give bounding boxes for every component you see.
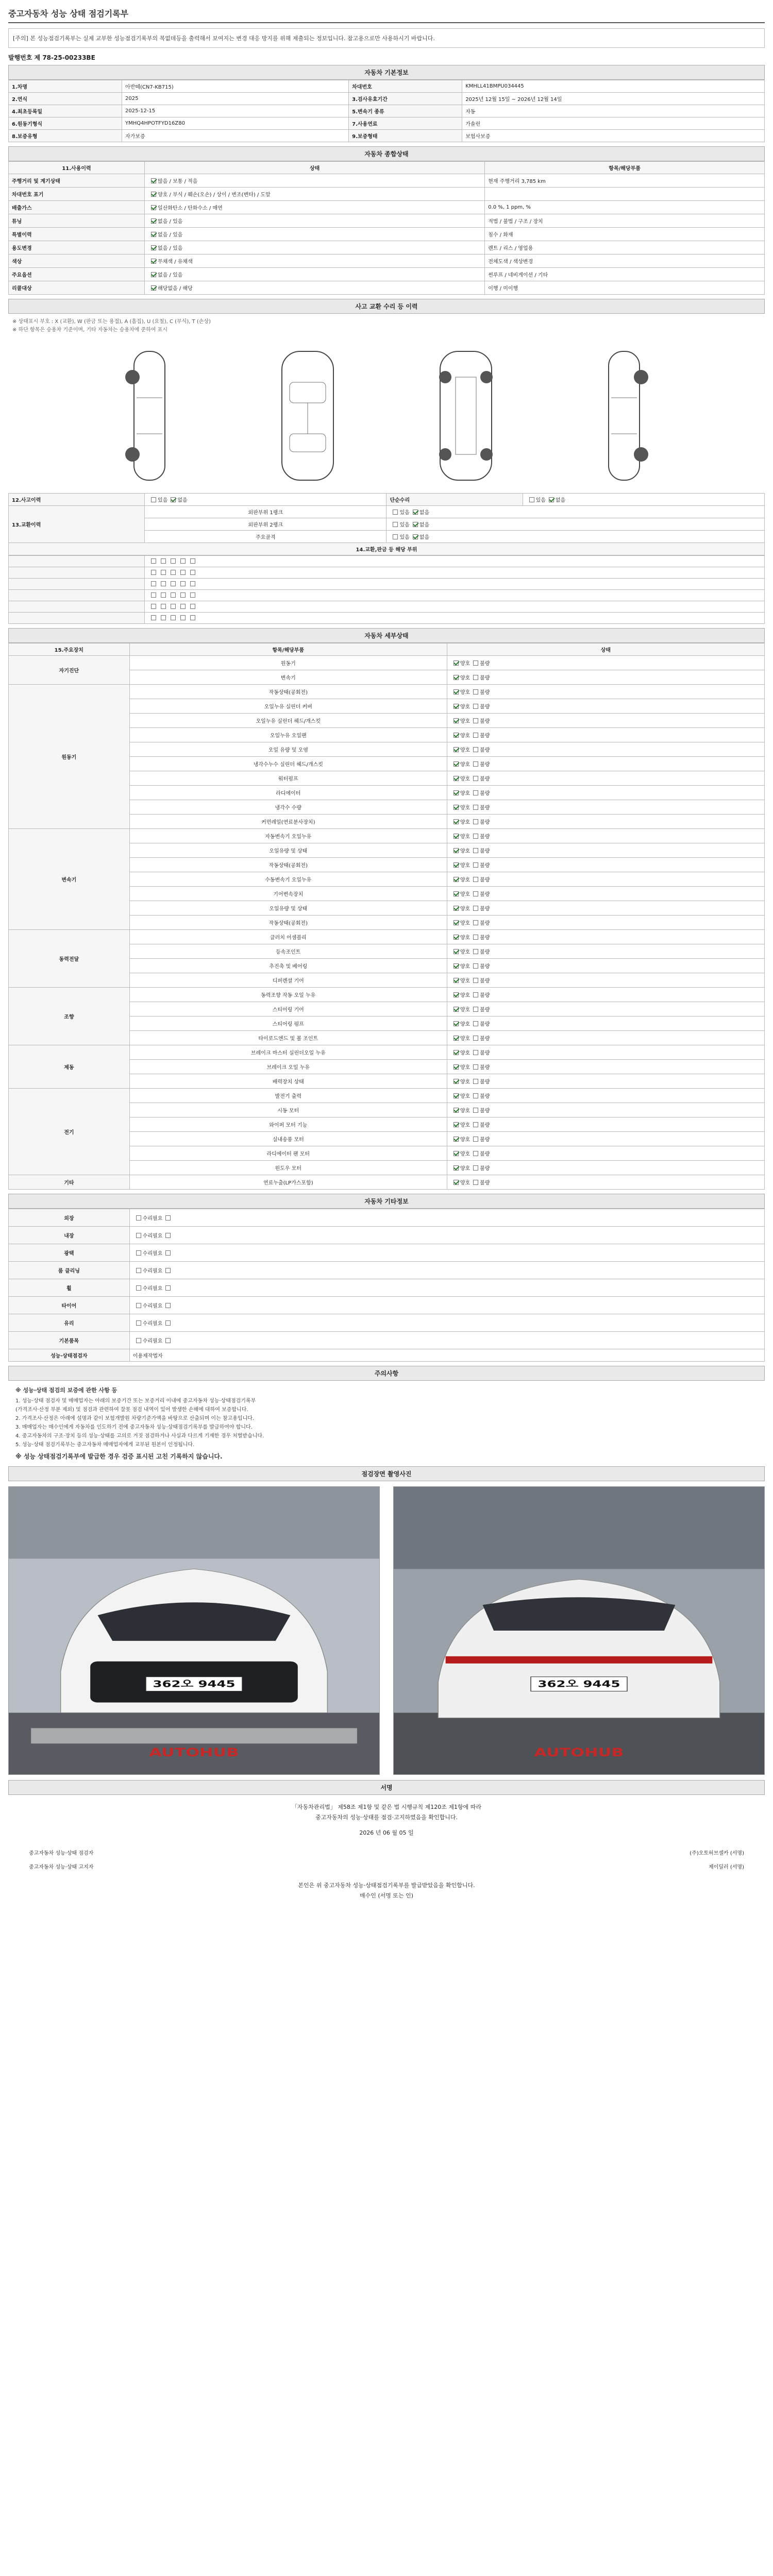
damage-history-header: 사고 교환 수리 등 이력 <box>8 299 765 314</box>
general-note: 이행 / 미이행 <box>485 281 765 295</box>
simple-repair-value: 없음 <box>555 498 566 503</box>
general-note <box>485 188 765 201</box>
basic-value: 2025년 12월 15일 ~ 2026년 12월 14일 <box>462 93 765 105</box>
detail-item: 배력장치 상태 <box>129 1074 447 1089</box>
detail-status: 양호 불량 <box>447 1060 764 1074</box>
detail-item: 원동기 <box>129 656 447 670</box>
basic-value: KMHLL41BMPU034445 <box>462 80 765 93</box>
detail-item: 작동상태(공회전) <box>129 858 447 872</box>
damage-row-label: 주요골격 <box>145 531 386 543</box>
parts-title: 14.교환,판금 등 해당 부위 <box>9 543 765 555</box>
basic-value: 2025 <box>122 93 349 105</box>
general-state: 일산화탄소 / 탄화수소 / 매연 <box>145 201 485 214</box>
basic-row <box>9 130 765 142</box>
detail-status: 양호 불량 <box>447 757 764 771</box>
detail-item: 등속조인트 <box>129 944 447 959</box>
detail-status: 양호 불량 <box>447 1016 764 1031</box>
basic-label: 3.검사유효기간 <box>349 93 462 105</box>
note-line: 4. 중고자동차의 구조·장치 등의 성능·상태를 고의로 거짓 점검하거나 사실과 다르게 기재한 경우 처벌받습니다. <box>15 1433 264 1439</box>
general-state: 없음 / 있음 <box>145 228 485 241</box>
detail-state-header: 자동차 세부상태 <box>8 628 765 643</box>
other-key: 룸 클리닝 <box>9 1262 130 1279</box>
detail-status: 양호 불량 <box>447 1031 764 1045</box>
detail-status: 양호 불량 <box>447 930 764 944</box>
detail-item: 오일유량 및 상태 <box>129 901 447 916</box>
photos-header: 점검장면 촬영사진 <box>8 1466 765 1481</box>
detail-group: 자기진단 <box>9 656 130 685</box>
general-key: 차대번호 표기 <box>9 188 145 201</box>
detail-item: 오일누유 실린더 커버 <box>129 699 447 714</box>
front-brand: AUTOHUB <box>149 1746 239 1759</box>
detail-status: 양호 불량 <box>447 1103 764 1117</box>
detail-item: 라디에이터 팬 모터 <box>129 1146 447 1161</box>
basic-label: 4.최초등록일 <box>9 105 122 117</box>
detail-status: 양호 불량 <box>447 728 764 742</box>
note-line: 1. 성능·상태 점검자 및 매매업자는 아래의 보증기간 또는 보증거리 이내에 중고자동차 성능·상태점검기록부 <box>15 1398 256 1404</box>
basic-value: YMHQ4HPOTFYD16Z80 <box>122 117 349 130</box>
detail-status: 양호 불량 <box>447 973 764 988</box>
general-state: 없음 / 있음 <box>145 214 485 228</box>
general-note: 침수 / 화재 <box>485 228 765 241</box>
general-state: 없음 / 있음 <box>145 268 485 281</box>
basic-value: 가솔린 <box>462 117 765 130</box>
detail-item: 타이로드엔드 및 볼 조인트 <box>129 1031 447 1045</box>
car-top-view-icon <box>264 346 351 485</box>
basic-row <box>9 93 765 105</box>
basic-label: 1.차명 <box>9 80 122 93</box>
general-row <box>9 214 765 228</box>
detail-item: 시동 모터 <box>129 1103 447 1117</box>
car-diagrams <box>8 338 765 493</box>
detail-item: 작동상태(공회전) <box>129 916 447 930</box>
general-row <box>9 201 765 214</box>
detail-row <box>9 1045 765 1060</box>
general-state: 없음 / 있음 <box>145 241 485 255</box>
general-state-table <box>8 161 765 295</box>
other-row: 타이어 수리필요 <box>9 1297 765 1314</box>
general-note: 전체도색 / 색상변경 <box>485 255 765 268</box>
basic-value: 2025-12-15 <box>122 105 349 117</box>
detail-item: 라디에이터 <box>129 786 447 800</box>
rear-plate: 362오 9445 <box>537 1679 620 1690</box>
detail-group: 원동기 <box>9 685 130 829</box>
other-key: 기본품목 <box>9 1332 130 1349</box>
general-key: 주행거리 및 계기상태 <box>9 174 145 188</box>
detail-status: 양호 불량 <box>447 670 764 685</box>
general-state: 해당없음 / 해당 <box>145 281 485 295</box>
general-row <box>9 255 765 268</box>
detail-item: 실내송풍 모터 <box>129 1132 447 1146</box>
car-left-view-icon <box>106 346 193 485</box>
other-row: 기본품목 수리필요 <box>9 1332 765 1349</box>
general-row <box>9 281 765 295</box>
detail-item: 변속기 <box>129 670 447 685</box>
basic-value: 보험사보증 <box>462 130 765 142</box>
detail-status: 양호 불량 <box>447 887 764 901</box>
rear-brand: AUTOHUB <box>534 1746 624 1759</box>
detail-status: 양호 불량 <box>447 714 764 728</box>
car-right-view-icon <box>580 346 668 485</box>
other-row: 내장 수리필요 <box>9 1227 765 1244</box>
general-state-header: 자동차 종합상태 <box>8 146 765 161</box>
other-info-table <box>8 1209 765 1362</box>
signature-header: 서명 <box>8 1780 765 1795</box>
state-inspector-label: 성능·상태점검자 <box>9 1349 130 1362</box>
accident-table: 12.사고이력 있음 없음 단순수리 있음 없음 13.교환이력 외판부위 1랭크 있음 없음 외판부위 2랭크 있음 없음 주요골격 있음 없음 14.교환,판금 등 해당 부위 <box>8 493 765 555</box>
detail-status: 양호 불량 <box>447 800 764 815</box>
detail-status: 양호 불량 <box>447 944 764 959</box>
detail-item: 연료누출(LP가스포함) <box>129 1175 447 1190</box>
detail-item: 오일누유 실린더 헤드/개스킷 <box>129 714 447 728</box>
basic-label: 5.변속기 종류 <box>349 105 462 117</box>
detail-col-header: 상태 <box>447 643 764 656</box>
detail-status: 양호 불량 <box>447 1002 764 1016</box>
detail-status: 양호 불량 <box>447 656 764 670</box>
detail-item: 동력조향 작동 오일 누유 <box>129 988 447 1002</box>
damage-row-label: 외판부위 2랭크 <box>145 518 386 531</box>
detail-status: 양호 불량 <box>447 699 764 714</box>
detail-group: 제동 <box>9 1045 130 1089</box>
parts-table <box>8 555 765 624</box>
signature-body: 「자동차관리법」 제58조 제1항 및 같은 법 시행규칙 제120조 제1항에 따라 중고자동차의 성능·상태를 점검·고지하였음을 확인합니다. 2026 년 06 월 05 일 <box>8 1795 765 1845</box>
detail-item: 클러치 어셈블리 <box>129 930 447 944</box>
page: 중고자동차 성능 상태 점검기록부 [주의] 본 성능점검기록부는 실제 교부한 성능점검기록부의 복없데등을 출력해서 보여지는 변경 대응 방지를 위해 제출되는 정보입니다. 참고용으로만 사용하시기 바랍니다. 발행번호 제 78-25-00233BE 자동차 기본정보 1.차명 아반떼(CN7-KB715) 차대번호 KMHLL41BMPU034445 2.연식 2025 3.검사유효기간 2025년 12월 15일 ~ 2026년 12월 14일 4.최초등록일 2025-12-15 5.변속기 종류 자동 6.원동기형식 YMHQ4HPOTFYD16Z80 7.사용연료 가솔린 8.보증유형 자가보증 9.보증형태 보험사보증 자동차 종합상태 11.사용이력 상태 항목/해당부품 주행거리 및 계기상태 많음 / 보통 / 적음 현재 주행거리 3,785 km 차대번호 표기 양호 / 부식 / 훼손(오손) / 상이 / 변조(변타) / 도말 배출가스 일산화탄소 / 탄화수소 / 매연 0.0 %, 1 ppm, % 튜닝 없음 / 있음 적법 / 불법 / 구조 / 장치 특별이력 없음 / 있음 침수 / 화재 용도변경 없음 / 있음 렌트 / 리스 / 영업용 색상 무채색 / 유채색 전체도색 / 색상변경 주요옵션 없음 / 있음 썬루프 / 네비게이션 / 기타 리콜대상 해당없음 / 해당 이행 / 미이행 사고 교환 수리 등 이력 ※ 상태표시 부호 : X (교환), W (판금 또는 용접), A (흠집), U (요철), C (부식), T (손상) ※ 하단 항목은 승용차 기준이며, 기타 자동차는 승용차에 준하여 표시 12.사고이력 있음 없음 단순수리 있음 없음 13.교환이력 외판부위 1랭크 있음 없음 외판부위 2랭크 있음 없음 주요골격 있음 없음 14.교환,판금 등 해당 부위 자동차 세부상태 15.주요장치 항목/해당부품 상태 자기진단 원동기 양호 불량 변속기 양호 불량 원동기 작동상태(공회전) 양호 불량 오일누유 실린더 커버 양호 불량 오일누유 실린더 헤드/개스킷 양호 불량 오일누유 오일팬 양호 불량 오일 유량 및 오염 양호 불량 냉각수누수 실린더 헤드/개스킷 양호 불량 워터펌프 양호 불량 라디에이터 양호 불량 냉각수 수량 양호 불량 커먼레일(연료분사장치) 양호 불량 변속기 자동변속기 오일누유 양호 불량 오일유량 및 상태 양호 불량 작동상태(공회전) 양호 불량 수동변속기 오일누유 양호 불량 기어변속장치 양호 불량 오일유량 및 상태 양호 불량 작동상태(공회전) 양호 불량 동력전달 클러치 어셈블리 양호 불량 등속조인트 양호 불량 추진축 및 베어링 양호 불량 디퍼렌셜 기어 양호 불량 조향 동력조향 작동 오일 누유 양호 불량 스티어링 기어 양호 불량 스티어링 펌프 양호 불량 타이로드엔드 및 볼 조인트 양호 불량 제동 브레이크 마스터 실린더오일 누유 양호 불량 브레이크 오일 누유 양호 불량 배력장치 상태 양호 불량 전기 발전기 출력 양호 불량 시동 모터 양호 불량 와이퍼 모터 기능 양호 불량 실내송풍 모터 양호 불량 라디에이터 팬 모터 양호 불량 윈도우 모터 양호 불량 기타 연료누출(LP가스포함) 양호 불량 자동차 기타정보 외장 수리필요 내장 수리필요 광택 수리필요 룸 클리닝 수리필요 휠 수리필요 타이어 수리필요 유리 수리필요 기본품목 수리필요 성능·상태점검자 이용제작법자 주의사항 ※ 성능·상태 점검의 보증에 관한 사항 등 1. 성능·상태 점검자 및 매매업자는 아래의 보증기간 또는 보증거리 이내에 중고자동차 성능·상태점검기록부 (가격조사·산정 부분 제외) 및 점검과 관련하여 잘못 점검 내역이 있어 발생한 손해에 대하여 보증합니다. 2. 가격조사·산정은 아래에 설명과 같이 보험개발원 차량기준가액을 바탕으로 산출되며 이는 참고용입니다. 3. 매매업자는 매수인에게 자동차를 인도하기 전에 중고자동차 성능·상태점검기록부를 발급하여야 합니다. 4. 중고자동차의 구조·장치 등의 성능·상태를 고의로 거짓 점검하거나 사실과 다르게 기재한 경우 처벌받습니다. 5. 성능·상태 점검기록부는 중고자동차 매매업자에게 교부된 원본이 인정됩니다. ※ 성능 상태점검기록부에 발급한 경우 검증 표시된 고친 기록하지 않습니다. 점검장면 촬영사진 362오 9445 AUTOHUB 362오 9445 AUTOHUB 서명 「자동차관리법」 제58조 제1항 및 같은 법 시행규칙 제120조 제1항에 따라 중고자동차의 성능·상태를 점검·고지하였음을 확인합니다. 2026 년 06 월 05 일 중고자동차 성능·상태 점검자 (주)오토허브셀카 (서명) 중고자동차 성능·상태 고지자 제이딜러 (서명) 본인은 위 중고자동차 성능·상태점검기록부를 발급받았음을 확인합니다. 매수인 (서명 또는 인) <box>0 0 773 2576</box>
other-key: 휠 <box>9 1279 130 1297</box>
note-line: 5. 성능·상태 점검기록부는 중고자동차 매매업자에게 교부된 원본이 인정됩니다. <box>15 1442 195 1448</box>
general-row <box>9 188 765 201</box>
detail-item: 작동상태(공회전) <box>129 685 447 699</box>
general-col-header: 상태 <box>145 162 485 174</box>
detail-status: 양호 불량 <box>447 685 764 699</box>
detail-item: 추진축 및 베어링 <box>129 959 447 973</box>
basic-label: 7.사용연료 <box>349 117 462 130</box>
photos-row <box>8 1481 765 1780</box>
front-car-photo <box>8 1486 380 1775</box>
detail-item: 오일유량 및 상태 <box>129 843 447 858</box>
other-key: 유리 <box>9 1314 130 1332</box>
general-note: 현재 주행거리 3,785 km <box>485 174 765 188</box>
detail-status: 양호 불량 <box>447 959 764 973</box>
general-note: 렌트 / 리스 / 영업용 <box>485 241 765 255</box>
detail-item: 발전기 출력 <box>129 1089 447 1103</box>
detail-state-table <box>8 643 765 1190</box>
notes-emphasis: ※ 성능 상태점검기록부에 발급한 경우 검증 표시된 고친 기록하지 않습니다. <box>15 1453 223 1460</box>
detail-status: 양호 불량 <box>447 872 764 887</box>
detail-status: 양호 불량 <box>447 1132 764 1146</box>
other-row: 외장 수리필요 <box>9 1209 765 1227</box>
general-state: 무채색 / 유채색 <box>145 255 485 268</box>
detail-item: 냉각수 수량 <box>129 800 447 815</box>
detail-status: 양호 불량 <box>447 1074 764 1089</box>
note-line: 2. 가격조사·산정은 아래에 설명과 같이 보험개발원 차량기준가액을 바탕으로 산출되며 이는 참고용입니다. <box>15 1416 255 1421</box>
accident-label: 12.사고이력 <box>9 494 145 506</box>
detail-row <box>9 930 765 944</box>
general-key: 튜닝 <box>9 214 145 228</box>
detail-item: 커먼레일(연료분사장치) <box>129 815 447 829</box>
detail-group: 조향 <box>9 988 130 1045</box>
basic-label: 2.연식 <box>9 93 122 105</box>
other-key: 광택 <box>9 1244 130 1262</box>
general-note: 적법 / 불법 / 구조 / 장치 <box>485 214 765 228</box>
detail-group: 전기 <box>9 1089 130 1175</box>
notes-body <box>8 1381 765 1466</box>
general-note: 썬루프 / 네비게이션 / 기타 <box>485 268 765 281</box>
detail-item: 와이퍼 모터 기능 <box>129 1117 447 1132</box>
general-key: 배출가스 <box>9 201 145 214</box>
simple-repair-label: 단순수리 <box>386 494 523 506</box>
detail-status: 양호 불량 <box>447 1175 764 1190</box>
detail-status: 양호 불량 <box>447 771 764 786</box>
detail-item: 브레이크 오일 누유 <box>129 1060 447 1074</box>
other-key: 타이어 <box>9 1297 130 1314</box>
detail-status: 양호 불량 <box>447 742 764 757</box>
car-underside-view-icon <box>422 346 510 485</box>
detail-status: 양호 불량 <box>447 858 764 872</box>
detail-item: 오일 유량 및 오염 <box>129 742 447 757</box>
detail-status: 양호 불량 <box>447 815 764 829</box>
front-plate: 362오 9445 <box>153 1679 236 1690</box>
detail-row <box>9 1175 765 1190</box>
detail-status: 양호 불량 <box>447 1089 764 1103</box>
detail-item: 오일누유 오일팬 <box>129 728 447 742</box>
general-state: 많음 / 보통 / 적음 <box>145 174 485 188</box>
detail-group: 동력전달 <box>9 930 130 988</box>
note-line: 3. 매매업자는 매수인에게 자동차를 인도하기 전에 중고자동차 성능·상태점검기록부를 발급하여야 합니다. <box>15 1425 253 1430</box>
detail-item: 냉각수누수 실린더 헤드/개스킷 <box>129 757 447 771</box>
signature-date: 2026 년 06 월 05 일 <box>359 1829 414 1836</box>
basic-info-table <box>8 80 765 142</box>
notes-heading: ※ 성능·상태 점검의 보증에 관한 사항 등 <box>15 1387 117 1394</box>
detail-group: 변속기 <box>9 829 130 930</box>
other-row: 광택 수리필요 <box>9 1244 765 1262</box>
general-row <box>9 241 765 255</box>
detail-col-header: 항목/해당부품 <box>129 643 447 656</box>
detail-item: 윈도우 모터 <box>129 1161 447 1175</box>
damage-row-label: 외판부위 1랭크 <box>145 506 386 518</box>
basic-row <box>9 80 765 93</box>
basic-label: 8.보증유형 <box>9 130 122 142</box>
basic-value: 자동 <box>462 105 765 117</box>
detail-status: 양호 불량 <box>447 829 764 843</box>
detail-item: 디퍼렌셜 기어 <box>129 973 447 988</box>
document-title: 중고자동차 성능 상태 점검기록부 <box>8 7 765 23</box>
notice-box: [주의] 본 성능점검기록부는 실제 교부한 성능점검기록부의 복없데등을 출력해서 보여지는 변경 대응 방지를 위해 제출되는 정보입니다. 참고용으로만 사용하시기 바랍니다. <box>8 28 765 48</box>
detail-status: 양호 불량 <box>447 1045 764 1060</box>
other-key: 외장 <box>9 1209 130 1227</box>
detail-status: 양호 불량 <box>447 988 764 1002</box>
basic-row <box>9 105 765 117</box>
other-row: 룸 클리닝 수리필요 <box>9 1262 765 1279</box>
basic-info-header: 자동차 기본정보 <box>8 65 765 80</box>
other-row: 휠 수리필요 <box>9 1279 765 1297</box>
basic-value: 아반떼(CN7-KB715) <box>122 80 349 93</box>
detail-item: 스티어링 기어 <box>129 1002 447 1016</box>
general-key: 특별이력 <box>9 228 145 241</box>
general-row <box>9 268 765 281</box>
general-note: 0.0 %, 1 ppm, % <box>485 201 765 214</box>
detail-item: 수동변속기 오일누유 <box>129 872 447 887</box>
detail-item: 스티어링 펌프 <box>129 1016 447 1031</box>
accident-value: 없음 <box>177 498 188 503</box>
general-key: 용도변경 <box>9 241 145 255</box>
rear-car-photo <box>393 1486 765 1775</box>
note-line: (가격조사·산정 부분 제외) 및 점검과 관련하여 잘못 점검 내역이 있어 발생한 손해에 대하여 보증합니다. <box>15 1407 248 1413</box>
detail-status: 양호 불량 <box>447 901 764 916</box>
general-row <box>9 174 765 188</box>
general-key: 주요옵션 <box>9 268 145 281</box>
general-key: 리콜대상 <box>9 281 145 295</box>
registration-number: 발행번호 제 78-25-00233BE <box>8 54 95 61</box>
detail-item: 기어변속장치 <box>129 887 447 901</box>
damage-legend: ※ 상태표시 부호 : X (교환), W (판금 또는 용접), A (흠집), U (요철), C (부식), T (손상) ※ 하단 항목은 승용차 기준이며, 기타 자동차는 승용차에 준하여 표시 <box>12 319 211 333</box>
general-row <box>9 228 765 241</box>
general-col-header: 11.사용이력 <box>9 162 145 174</box>
other-row: 유리 수리필요 <box>9 1314 765 1332</box>
detail-status: 양호 불량 <box>447 786 764 800</box>
detail-item: 워터펌프 <box>129 771 447 786</box>
state-inspector-value: 이용제작법자 <box>129 1349 764 1362</box>
detail-row <box>9 1089 765 1103</box>
detail-group: 기타 <box>9 1175 130 1190</box>
detail-status: 양호 불량 <box>447 916 764 930</box>
detail-col-header: 15.주요장치 <box>9 643 130 656</box>
notes-header: 주의사항 <box>8 1366 765 1381</box>
detail-row <box>9 829 765 843</box>
detail-status: 양호 불량 <box>447 843 764 858</box>
other-info-header: 자동차 기타정보 <box>8 1194 765 1209</box>
other-key: 내장 <box>9 1227 130 1244</box>
detail-item: 브레이크 마스터 실린더오일 누유 <box>129 1045 447 1060</box>
basic-label: 차대번호 <box>349 80 462 93</box>
detail-row <box>9 685 765 699</box>
general-col-header: 항목/해당부품 <box>485 162 765 174</box>
detail-row <box>9 988 765 1002</box>
detail-row <box>9 656 765 670</box>
basic-label: 6.원동기형식 <box>9 117 122 130</box>
general-key: 색상 <box>9 255 145 268</box>
detail-status: 양호 불량 <box>447 1161 764 1175</box>
basic-value: 자가보증 <box>122 130 349 142</box>
basic-row <box>9 117 765 130</box>
detail-status: 양호 불량 <box>447 1146 764 1161</box>
detail-status: 양호 불량 <box>447 1117 764 1132</box>
basic-label: 9.보증형태 <box>349 130 462 142</box>
detail-item: 자동변속기 오일누유 <box>129 829 447 843</box>
general-state: 양호 / 부식 / 훼손(오손) / 상이 / 변조(변타) / 도말 <box>145 188 485 201</box>
